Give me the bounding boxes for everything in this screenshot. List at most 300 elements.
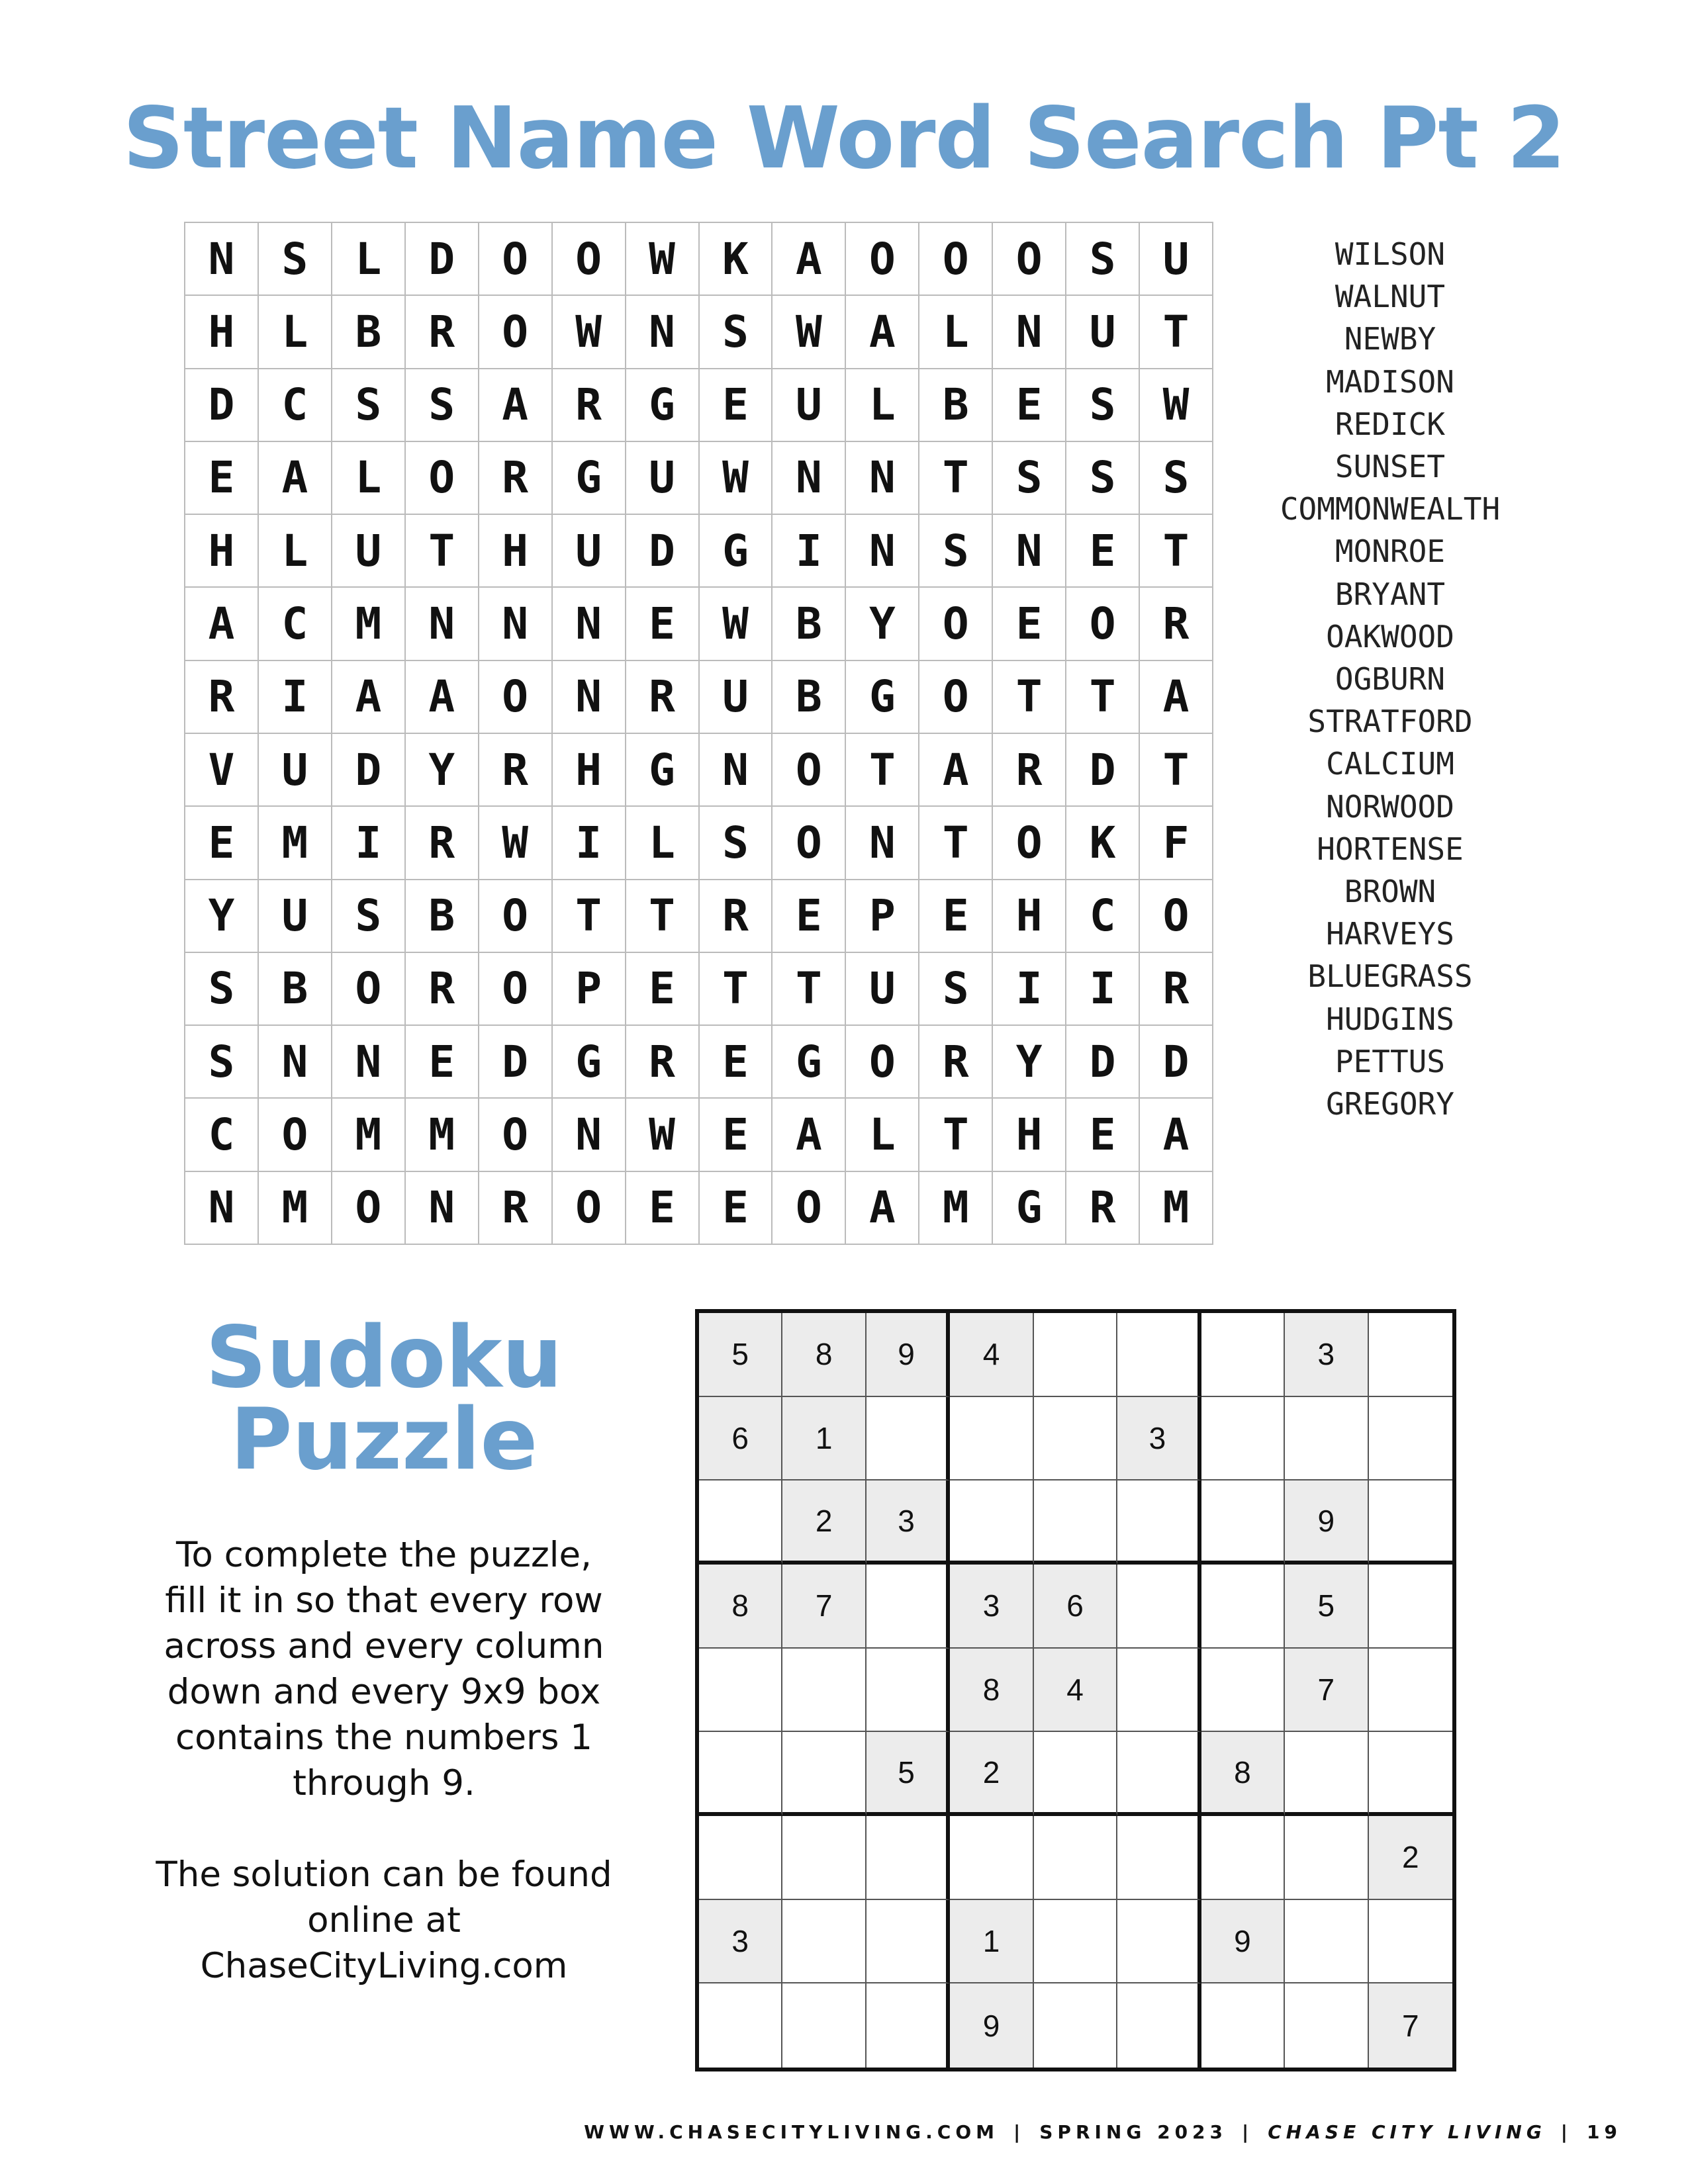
word-search-letter: D [1066, 734, 1140, 807]
sudoku-empty-cell[interactable] [950, 1397, 1033, 1481]
sudoku-given-cell: 6 [1034, 1565, 1117, 1649]
word-search-letter: Y [993, 1026, 1066, 1099]
word-search-letter: R [406, 296, 479, 369]
word-search-letter: U [846, 953, 919, 1026]
word-search-letter: E [626, 588, 700, 660]
sudoku-given-cell: 5 [699, 1313, 782, 1397]
sudoku-given-cell: 8 [950, 1649, 1033, 1733]
word-search-letter: N [773, 442, 846, 515]
word-search-letter: M [1140, 1172, 1213, 1245]
sudoku-empty-cell[interactable] [1201, 1313, 1285, 1397]
word-search-letter: O [479, 880, 553, 953]
word-list-item: STRATFORD [1307, 704, 1473, 740]
word-search-letter: A [846, 1172, 919, 1245]
word-search-letter: O [479, 953, 553, 1026]
footer-page-number: 19 [1587, 2121, 1622, 2143]
word-search-letter: R [626, 1026, 700, 1099]
sudoku-empty-cell[interactable] [1034, 1480, 1117, 1565]
word-search-letter: R [1140, 588, 1213, 660]
word-search-letter: N [259, 1026, 332, 1099]
word-search-letter: H [185, 296, 259, 369]
word-search-letter: T [1066, 661, 1140, 734]
sudoku-empty-cell[interactable] [1369, 1649, 1452, 1733]
word-search-letter: N [553, 588, 626, 660]
sudoku-given-cell: 4 [950, 1313, 1033, 1397]
instructions-text: To complete the puzzle, fill it in so that every row across and every column down and every 9x9 box contains the numbers 1 through 9. [164, 1535, 604, 1803]
word-search-letter: D [185, 369, 259, 442]
sudoku-empty-cell[interactable] [1201, 1480, 1285, 1565]
word-search-letter: E [406, 1026, 479, 1099]
word-search-letter: W [1140, 369, 1213, 442]
word-search-letter: D [406, 223, 479, 296]
word-search-letter: S [1066, 369, 1140, 442]
word-search-letter: O [919, 661, 993, 734]
word-search-letter: E [700, 1026, 773, 1099]
sudoku-empty-cell[interactable] [1369, 1732, 1452, 1816]
sudoku-given-cell: 8 [699, 1565, 782, 1649]
word-search-letter: P [553, 953, 626, 1026]
word-search-letter: H [993, 1099, 1066, 1171]
word-search-letter: S [1066, 442, 1140, 515]
word-search-letter: G [700, 515, 773, 588]
word-search-letter: S [185, 953, 259, 1026]
word-search-letter: O [846, 1026, 919, 1099]
word-list-item: NEWBY [1344, 321, 1436, 357]
word-search-letter: I [553, 807, 626, 880]
word-search-letter: N [993, 515, 1066, 588]
word-search-letter: H [479, 515, 553, 588]
sudoku-given-cell: 5 [1285, 1565, 1368, 1649]
word-search-letter: T [1140, 296, 1213, 369]
sudoku-empty-cell[interactable] [699, 1816, 782, 1900]
sudoku-given-cell: 6 [699, 1397, 782, 1481]
sudoku-grid [695, 1309, 1456, 2071]
sudoku-empty-cell[interactable] [782, 1983, 866, 2068]
sudoku-title [146, 1308, 622, 1489]
sudoku-empty-cell[interactable] [1034, 1816, 1117, 1900]
sudoku-empty-cell[interactable] [867, 1397, 950, 1481]
word-search-letter: T [919, 442, 993, 515]
word-search-letter: E [700, 1099, 773, 1171]
word-search-letter: O [993, 223, 1066, 296]
word-search-letter: I [332, 807, 406, 880]
sudoku-empty-cell[interactable] [782, 1900, 866, 1984]
word-search-letter: U [332, 515, 406, 588]
word-search-letter: R [479, 442, 553, 515]
word-search-letter: S [919, 953, 993, 1026]
word-search-letter: N [993, 296, 1066, 369]
word-search-letter: N [553, 1099, 626, 1171]
sudoku-empty-cell[interactable] [1034, 1397, 1117, 1481]
word-search-letter: O [773, 734, 846, 807]
word-search-letter: L [332, 223, 406, 296]
word-search-letter: D [1140, 1026, 1213, 1099]
sudoku-empty-cell[interactable] [1369, 1480, 1452, 1565]
sudoku-given-cell: 3 [867, 1480, 950, 1565]
word-search-letter: B [406, 880, 479, 953]
word-search-letter: A [406, 661, 479, 734]
word-search-letter: O [479, 1099, 553, 1171]
word-search-title: Street Name Word Search Pt 2 [122, 89, 1566, 188]
word-search-letter: U [773, 369, 846, 442]
word-search-letter: B [773, 661, 846, 734]
sudoku-empty-cell[interactable] [782, 1732, 866, 1816]
word-list-item: GREGORY [1326, 1086, 1454, 1122]
word-search-letter: S [993, 442, 1066, 515]
sudoku-empty-cell[interactable] [1117, 1565, 1201, 1649]
word-list-item: WALNUT [1335, 279, 1446, 315]
sudoku-empty-cell[interactable] [699, 1732, 782, 1816]
page-footer [0, 2121, 1622, 2143]
footer-separator: | [1242, 2121, 1254, 2143]
word-search-letter: T [919, 807, 993, 880]
word-search-letter: O [846, 223, 919, 296]
word-search-letter: W [700, 588, 773, 660]
sudoku-title-line2: Puzzle [230, 1390, 538, 1489]
sudoku-empty-cell[interactable] [1285, 1900, 1368, 1984]
word-search-letter: I [773, 515, 846, 588]
word-search-letter: O [406, 442, 479, 515]
word-search-letter: O [773, 807, 846, 880]
word-search-letter: R [185, 661, 259, 734]
word-search-letter: R [993, 734, 1066, 807]
word-search-letter: A [1140, 1099, 1213, 1171]
word-search-letter: M [332, 1099, 406, 1171]
sudoku-given-cell: 8 [782, 1313, 866, 1397]
sudoku-empty-cell[interactable] [1201, 1983, 1285, 2068]
word-search-letter: R [1140, 953, 1213, 1026]
word-search-letter: M [259, 1172, 332, 1245]
sudoku-empty-cell[interactable] [1117, 1900, 1201, 1984]
footer-separator: | [1560, 2121, 1573, 2143]
word-search-letter: O [553, 1172, 626, 1245]
word-search-letter: U [700, 661, 773, 734]
word-search-letter: H [553, 734, 626, 807]
sudoku-given-cell: 7 [1285, 1649, 1368, 1733]
sudoku-empty-cell[interactable] [867, 1900, 950, 1984]
word-search-letter: W [479, 807, 553, 880]
word-search-letter: T [553, 880, 626, 953]
word-search-letter: E [185, 442, 259, 515]
word-search-letter: L [259, 296, 332, 369]
word-search-letter: N [700, 734, 773, 807]
word-search-letter: K [1066, 807, 1140, 880]
word-search-letter: E [626, 1172, 700, 1245]
word-search-letter: N [479, 588, 553, 660]
word-search-letter: B [919, 369, 993, 442]
word-list-item: OAKWOOD [1326, 618, 1454, 655]
word-search-letter: L [626, 807, 700, 880]
word-search-letter: G [993, 1172, 1066, 1245]
sudoku-empty-cell[interactable] [1034, 1732, 1117, 1816]
word-search-letter: L [919, 296, 993, 369]
sudoku-given-cell: 2 [782, 1480, 866, 1565]
sudoku-empty-cell[interactable] [950, 1816, 1033, 1900]
word-search-letter: S [259, 223, 332, 296]
word-search-letter: Y [185, 880, 259, 953]
sudoku-given-cell: 5 [867, 1732, 950, 1816]
word-search-letter: O [479, 296, 553, 369]
word-search-letter: O [1140, 880, 1213, 953]
word-search-letter: O [993, 807, 1066, 880]
word-search-letter: S [919, 515, 993, 588]
word-search-letter: E [700, 369, 773, 442]
word-list-item: BROWN [1344, 874, 1436, 910]
word-search-letter: G [626, 734, 700, 807]
word-search-letter: T [700, 953, 773, 1026]
word-search-letter: S [700, 296, 773, 369]
word-search-letter: B [259, 953, 332, 1026]
sudoku-empty-cell[interactable] [699, 1480, 782, 1565]
word-search-letter: R [919, 1026, 993, 1099]
word-search-letter: W [553, 296, 626, 369]
word-search-letter: O [919, 223, 993, 296]
word-search-grid [184, 222, 1213, 1245]
word-search-letter: D [1066, 1026, 1140, 1099]
word-search-letter: A [479, 369, 553, 442]
word-list-item: OGBURN [1335, 661, 1446, 698]
sudoku-empty-cell[interactable] [1034, 1983, 1117, 2068]
sudoku-given-cell: 7 [782, 1565, 866, 1649]
word-search-letter: U [259, 880, 332, 953]
sudoku-empty-cell[interactable] [1117, 1480, 1201, 1565]
sudoku-empty-cell[interactable] [867, 1816, 950, 1900]
word-search-letter: E [993, 369, 1066, 442]
word-search-letter: O [259, 1099, 332, 1171]
word-search-letter: N [185, 1172, 259, 1245]
sudoku-empty-cell[interactable] [782, 1649, 866, 1733]
word-search-letter: N [406, 588, 479, 660]
word-search-letter: U [1140, 223, 1213, 296]
sudoku-empty-cell[interactable] [1201, 1397, 1285, 1481]
word-search-letter: S [332, 880, 406, 953]
word-list-item: NORWOOD [1326, 788, 1454, 825]
word-search-letter: C [185, 1099, 259, 1171]
word-search-letter: U [1066, 296, 1140, 369]
word-search-letter: N [185, 223, 259, 296]
sudoku-empty-cell[interactable] [1117, 1732, 1201, 1816]
word-search-letter: C [259, 369, 332, 442]
word-search-letter: E [1066, 1099, 1140, 1171]
word-search-letter: K [700, 223, 773, 296]
sudoku-empty-cell[interactable] [1117, 1649, 1201, 1733]
word-search-letter: R [479, 734, 553, 807]
word-search-letter: N [846, 442, 919, 515]
word-search-letter: E [700, 1172, 773, 1245]
word-search-letter: U [259, 734, 332, 807]
sudoku-given-cell: 3 [1117, 1397, 1201, 1481]
sudoku-empty-cell[interactable] [782, 1816, 866, 1900]
footer-separator: | [1013, 2121, 1025, 2143]
footer-magazine: CHASE CITY LIVING [1268, 2121, 1546, 2143]
sudoku-empty-cell[interactable] [1034, 1900, 1117, 1984]
word-search-letter: G [626, 369, 700, 442]
word-search-letter: E [773, 880, 846, 953]
word-search-letter: W [700, 442, 773, 515]
word-search-letter: O [479, 223, 553, 296]
sudoku-given-cell: 9 [950, 1983, 1033, 2068]
word-search-letter: O [553, 223, 626, 296]
sudoku-given-cell: 3 [699, 1900, 782, 1984]
word-search-letter: L [846, 1099, 919, 1171]
word-search-letter: Y [846, 588, 919, 660]
sudoku-empty-cell[interactable] [1201, 1816, 1285, 1900]
word-search-letter: N [553, 661, 626, 734]
sudoku-empty-cell[interactable] [699, 1983, 782, 2068]
word-search-letter: E [1066, 515, 1140, 588]
word-list-item: BLUEGRASS [1307, 958, 1473, 995]
word-search-letter: O [332, 1172, 406, 1245]
sudoku-empty-cell[interactable] [867, 1983, 950, 2068]
word-search-letter: G [553, 1026, 626, 1099]
sudoku-empty-cell[interactable] [867, 1649, 950, 1733]
footer-website: WWW.CHASECITYLIVING.COM [584, 2121, 1000, 2143]
word-search-letter: T [626, 880, 700, 953]
sudoku-empty-cell[interactable] [1285, 1983, 1368, 2068]
word-search-letter: D [626, 515, 700, 588]
word-search-letter: V [185, 734, 259, 807]
sudoku-empty-cell[interactable] [1369, 1313, 1452, 1397]
word-list-item: PETTUS [1335, 1043, 1446, 1079]
word-search-letter: N [332, 1026, 406, 1099]
sudoku-given-cell: 2 [1369, 1816, 1452, 1900]
word-search-letter: T [1140, 734, 1213, 807]
word-search-letter: E [626, 953, 700, 1026]
word-list-item: HORTENSE [1317, 831, 1464, 867]
sudoku-empty-cell[interactable] [1201, 1649, 1285, 1733]
word-search-letter: O [332, 953, 406, 1026]
word-search-letter: E [919, 880, 993, 953]
word-search-letter: R [1066, 1172, 1140, 1245]
word-list [1258, 233, 1523, 1125]
word-search-letter: T [846, 734, 919, 807]
sudoku-given-cell: 9 [1201, 1900, 1285, 1984]
word-search-letter: N [846, 515, 919, 588]
word-search-letter: A [773, 223, 846, 296]
sudoku-given-cell: 8 [1201, 1732, 1285, 1816]
word-search-letter: A [259, 442, 332, 515]
word-search-letter: G [553, 442, 626, 515]
word-search-letter: P [846, 880, 919, 953]
word-search-letter: A [919, 734, 993, 807]
word-search-letter: N [406, 1172, 479, 1245]
sudoku-empty-cell[interactable] [1117, 1313, 1201, 1397]
word-search-letter: R [479, 1172, 553, 1245]
word-search-letter: W [626, 1099, 700, 1171]
word-search-letter: O [479, 661, 553, 734]
sudoku-given-cell: 3 [1285, 1313, 1368, 1397]
sudoku-empty-cell[interactable] [1369, 1900, 1452, 1984]
word-search-letter: A [1140, 661, 1213, 734]
word-search-letter: D [332, 734, 406, 807]
word-search-letter: M [259, 807, 332, 880]
sudoku-empty-cell[interactable] [1117, 1983, 1201, 2068]
word-list-item: COMMONWEALTH [1280, 491, 1501, 527]
sudoku-empty-cell[interactable] [1369, 1565, 1452, 1649]
word-list-item: SUNSET [1335, 449, 1446, 485]
word-search-letter: L [332, 442, 406, 515]
word-list-item: BRYANT [1335, 576, 1446, 612]
word-search-letter: S [185, 1026, 259, 1099]
word-search-letter: R [700, 880, 773, 953]
sudoku-given-cell: 1 [782, 1397, 866, 1481]
word-search-letter: A [773, 1099, 846, 1171]
word-list-item: REDICK [1335, 406, 1446, 442]
word-search-letter: I [1066, 953, 1140, 1026]
sudoku-empty-cell[interactable] [1285, 1816, 1368, 1900]
word-search-letter: R [406, 953, 479, 1026]
sudoku-empty-cell[interactable] [950, 1480, 1033, 1565]
footer-issue: SPRING 2023 [1039, 2121, 1228, 2143]
word-search-letter: O [1066, 588, 1140, 660]
word-search-letter: C [1066, 880, 1140, 953]
word-search-letter: I [259, 661, 332, 734]
word-search-letter: R [626, 661, 700, 734]
word-search-letter: D [479, 1026, 553, 1099]
word-list-item: CALCIUM [1326, 746, 1454, 782]
word-search-letter: G [846, 661, 919, 734]
sudoku-empty-cell[interactable] [699, 1649, 782, 1733]
word-search-letter: N [626, 296, 700, 369]
word-search-letter: T [1140, 515, 1213, 588]
word-list-item: HARVEYS [1326, 916, 1454, 952]
word-search-letter: S [700, 807, 773, 880]
word-search-letter: N [846, 807, 919, 880]
word-search-letter: U [553, 515, 626, 588]
word-search-letter: B [773, 588, 846, 660]
word-search-letter: L [259, 515, 332, 588]
sudoku-empty-cell[interactable] [1285, 1397, 1368, 1481]
sudoku-title-line1: Sudoku [205, 1308, 563, 1407]
sudoku-given-cell: 9 [867, 1313, 950, 1397]
word-search-letter: M [406, 1099, 479, 1171]
word-search-letter: E [185, 807, 259, 880]
word-search-letter: Y [406, 734, 479, 807]
word-search-letter: W [626, 223, 700, 296]
sudoku-empty-cell[interactable] [867, 1565, 950, 1649]
sudoku-empty-cell[interactable] [1034, 1313, 1117, 1397]
sudoku-empty-cell[interactable] [1285, 1732, 1368, 1816]
word-list-item: HUDGINS [1326, 1001, 1454, 1037]
sudoku-instructions [152, 1532, 616, 1989]
word-search-letter: L [846, 369, 919, 442]
sudoku-given-cell: 2 [950, 1732, 1033, 1816]
word-search-letter: T [406, 515, 479, 588]
word-search-letter: T [993, 661, 1066, 734]
word-search-letter: M [919, 1172, 993, 1245]
word-search-letter: T [773, 953, 846, 1026]
sudoku-empty-cell[interactable] [1201, 1565, 1285, 1649]
word-search-letter: S [1140, 442, 1213, 515]
word-search-letter: T [919, 1099, 993, 1171]
sudoku-empty-cell[interactable] [1117, 1816, 1201, 1900]
word-search-letter: O [919, 588, 993, 660]
word-search-letter: R [406, 807, 479, 880]
sudoku-given-cell: 3 [950, 1565, 1033, 1649]
sudoku-empty-cell[interactable] [1369, 1397, 1452, 1481]
word-search-letter: S [406, 369, 479, 442]
word-search-letter: F [1140, 807, 1213, 880]
sudoku-given-cell: 7 [1369, 1983, 1452, 2068]
word-search-letter: U [626, 442, 700, 515]
word-search-letter: G [773, 1026, 846, 1099]
word-search-letter: A [185, 588, 259, 660]
word-search-letter: A [846, 296, 919, 369]
word-search-letter: E [993, 588, 1066, 660]
word-search-letter: B [332, 296, 406, 369]
sudoku-given-cell: 1 [950, 1900, 1033, 1984]
sudoku-given-cell: 4 [1034, 1649, 1117, 1733]
